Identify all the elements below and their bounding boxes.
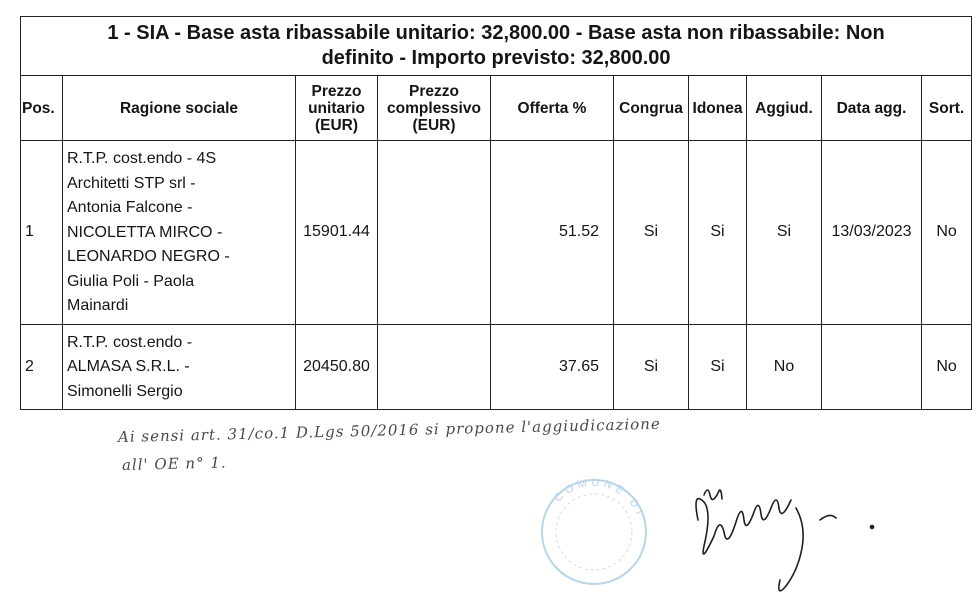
cell-sort: No [922, 141, 972, 325]
cell-data-agg [822, 324, 922, 410]
cell-pos: 2 [21, 324, 63, 410]
col-offerta: Offerta % [491, 76, 614, 141]
rs-line: ALMASA S.R.L. - [67, 358, 190, 375]
rs-line: Mainardi [67, 297, 129, 314]
rs-line: Giulia Poli - Paola [67, 272, 195, 290]
col-ragione-sociale: Ragione sociale [63, 76, 296, 141]
lot-title-line1: 1 - SIA - Base asta ribassabile unitario: 32,800.00 - Base asta non ribassabile: Non [107, 22, 885, 44]
cell-pos: 1 [21, 141, 63, 325]
rs-line: Antonia Falcone - [67, 199, 193, 216]
col-sort: Sort. [922, 76, 972, 141]
rs-line: NICOLETTA MIRCO - [67, 223, 223, 241]
col-data-agg: Data agg. [822, 76, 922, 141]
cell-idonea: Si [689, 324, 747, 410]
cell-prezzo-complessivo [378, 141, 491, 325]
col-prezzo-complessivo-l3: (EUR) [412, 116, 456, 134]
offers-table [20, 16, 972, 410]
table-header-row [21, 76, 972, 141]
lot-title [21, 17, 972, 76]
col-prezzo-complessivo-l1: Prezzo [409, 82, 459, 100]
rs-line: Architetti STP srl - [67, 174, 196, 192]
cell-sort: No [922, 324, 972, 410]
handwritten-note-line1: Ai sensi art. 31/co.1 D.Lgs 50/2016 si propone l'aggiudicazione [117, 414, 661, 446]
municipal-stamp [542, 477, 647, 584]
cell-offerta: 37.65 [491, 324, 614, 410]
table-row [21, 141, 972, 325]
cell-idonea: Si [689, 141, 747, 325]
col-prezzo-unitario-l1: Prezzo [311, 82, 362, 100]
cell-aggiud: Si [747, 141, 822, 325]
col-aggiud: Aggiud. [747, 76, 822, 141]
handwritten-note-line2: all' OE n° 1. [121, 453, 227, 474]
cell-data-agg: 13/03/2023 [822, 141, 922, 325]
col-prezzo-unitario-l2: unitario [308, 99, 365, 117]
col-prezzo-unitario [296, 76, 378, 141]
cell-prezzo-complessivo [378, 324, 491, 410]
col-idonea: Idonea [689, 76, 747, 141]
col-prezzo-complessivo-l2: complessivo [387, 99, 481, 117]
cell-ragione-sociale [63, 324, 296, 410]
rs-line: Simonelli Sergio [67, 382, 183, 400]
rs-line: R.T.P. cost.endo - [67, 333, 193, 351]
col-prezzo-unitario-l3: (EUR) [314, 116, 359, 134]
cell-congrua: Si [614, 141, 689, 325]
cell-offerta: 51.52 [491, 141, 614, 325]
signature [696, 490, 874, 591]
col-prezzo-complessivo [378, 76, 491, 141]
cell-aggiud: No [747, 324, 822, 410]
rs-line: R.T.P. cost.endo - 4S [67, 150, 217, 167]
col-congrua: Congrua [614, 76, 689, 141]
lot-title-line2: definito - Importo previsto: 32,800.00 [321, 47, 671, 69]
col-pos: Pos. [21, 76, 63, 141]
cell-ragione-sociale [63, 141, 296, 325]
stamp-text: COMUNE DI [552, 476, 647, 520]
cell-prezzo-unitario: 20450.80 [296, 324, 378, 410]
svg-text:COMUNE DI [552, 477, 646, 520]
table-row [21, 324, 972, 410]
rs-line: LEONARDO NEGRO - [67, 248, 230, 265]
cell-congrua: Si [614, 324, 689, 410]
cell-prezzo-unitario: 15901.44 [296, 141, 378, 325]
